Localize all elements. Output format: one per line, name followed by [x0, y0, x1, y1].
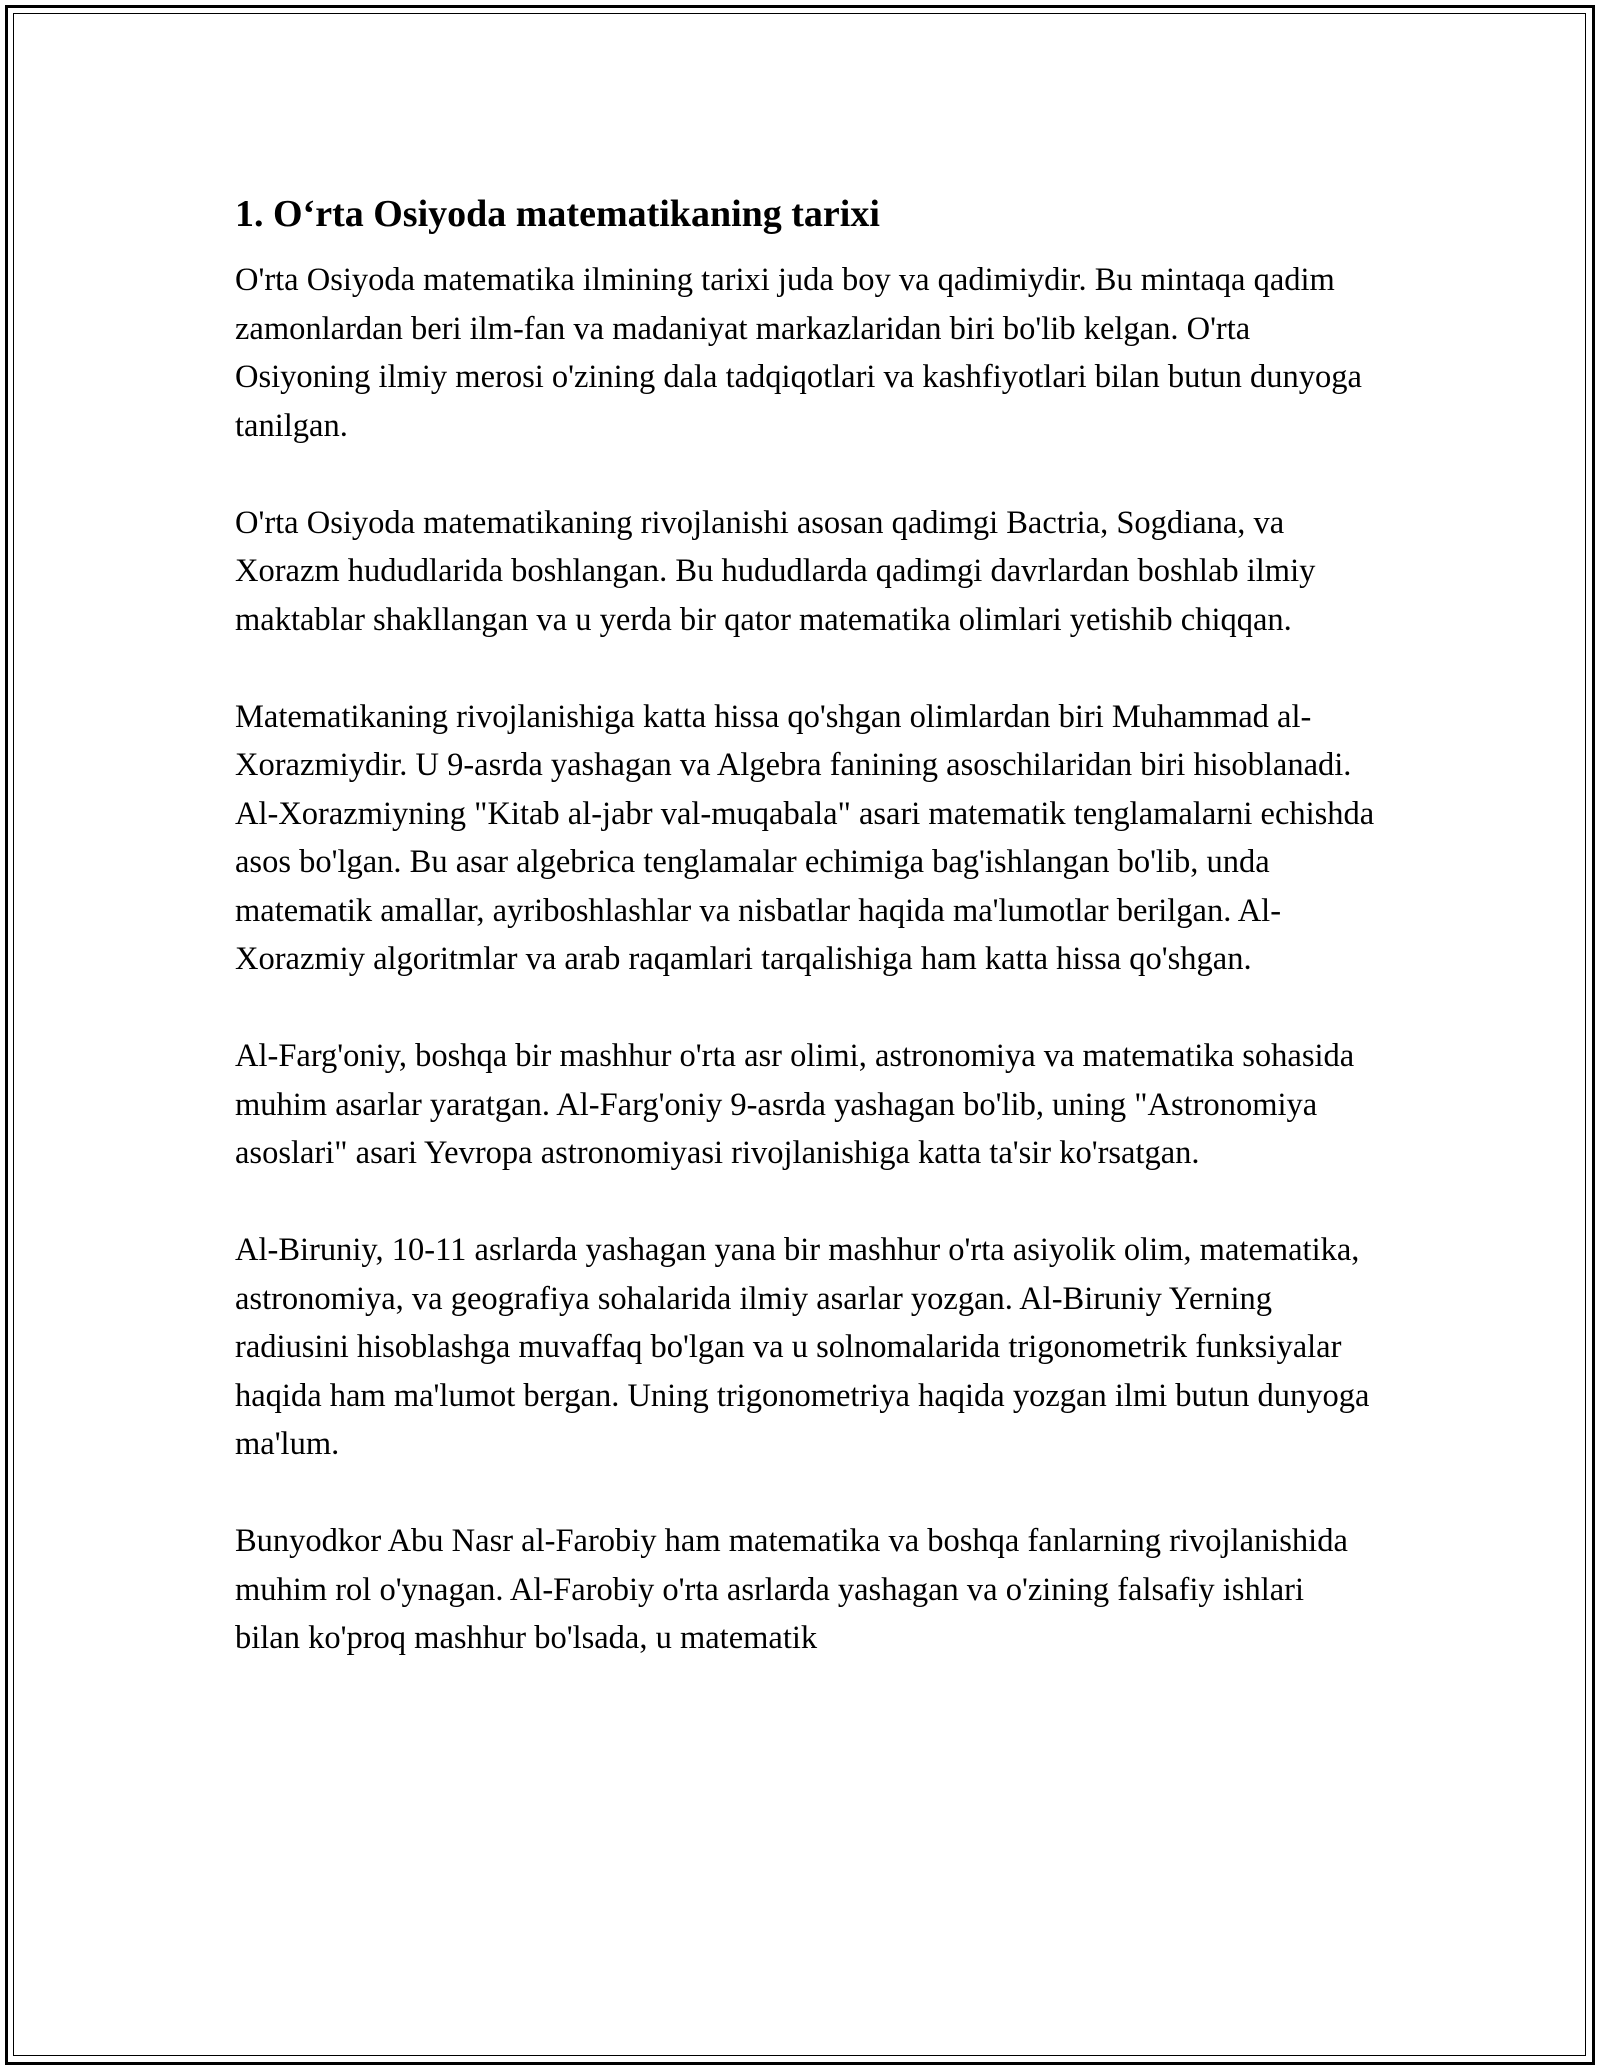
document-title: 1. O‘rta Osiyoda matematikaning tarixi [235, 193, 880, 235]
paragraph: Al-Biruniy, 10-11 asrlarda yashagan yana bir mashhur o'rta asiyolik olim, matematika, astronomiya, va geografiya sohalarida ilmiy asarlar yozgan. Al-Biruniy Yerning radiusini hisoblashga muvaffaq bo'lgan va u solnomalarida trigonometrik funksiyalar haqida ham ma'lumot bergan. Uning trigonometriya haqida yozgan ilmi butun dunyoga ma'lum. [235, 1232, 1370, 1462]
document-body [235, 186, 1375, 1663]
paragraph: O'rta Osiyoda matematikaning rivojlanishi asosan qadimgi Bactria, Sogdiana, va Xorazm hududlarida boshlangan. Bu hududlarda qadimgi davrlardan boshlab ilmiy maktablar shakllangan va u yerda bir qator matematika olimlari yetishib chiqqan. [235, 504, 1316, 638]
paragraph: Al-Farg'oniy, boshqa bir mashhur o'rta asr olimi, astronomiya va matematika sohasida muhim asarlar yaratgan. Al-Farg'oniy 9-asrda yashagan bo'lib, uning "Astronomiya asoslari" asari Yevropa astronomiyasi rivojlanishiga katta ta'sir ko'rsatgan. [235, 1038, 1355, 1171]
paragraph: O'rta Osiyoda matematika ilmining tarixi juda boy va qadimiydir. Bu mintaqa qadim zamonlardan beri ilm-fan va madaniyat markazlaridan biri bo'lib kelgan. O'rta Osiyoning ilmiy merosi o'zining dala tadqiqotlari va kashfiyotlari bilan butun dunyoga tanilgan. [235, 262, 1362, 444]
paragraph: Bunyodkor Abu Nasr al-Farobiy ham matematika va boshqa fanlarning rivojlanishida muhim rol o'ynagan. Al-Farobiy o'rta asrlarda yashagan va o'zining falsafiy ishlari bilan ko'proq mashhur bo'lsada, u matematik [235, 1523, 1348, 1656]
paragraph: Matematikaning rivojlanishiga katta hissa qo'shgan olimlardan biri Muhammad al-Xorazmiydir. U 9-asrda yashagan va Algebra fanining asoschilaridan biri hisoblanadi. Al-Xorazmiyning "Kitab al-jabr val-muqabala" asari matematik tenglamalarni echishda asos bo'lgan. Bu asar algebrica tenglamalar echimiga bag'ishlangan bo'lib, unda matematik amallar, ayriboshlashlar va nisbatlar haqida ma'lumotlar berilgan. Al-Xorazmiy algoritmlar va arab raqamlari tarqalishiga ham katta hissa qo'shgan. [235, 698, 1375, 977]
